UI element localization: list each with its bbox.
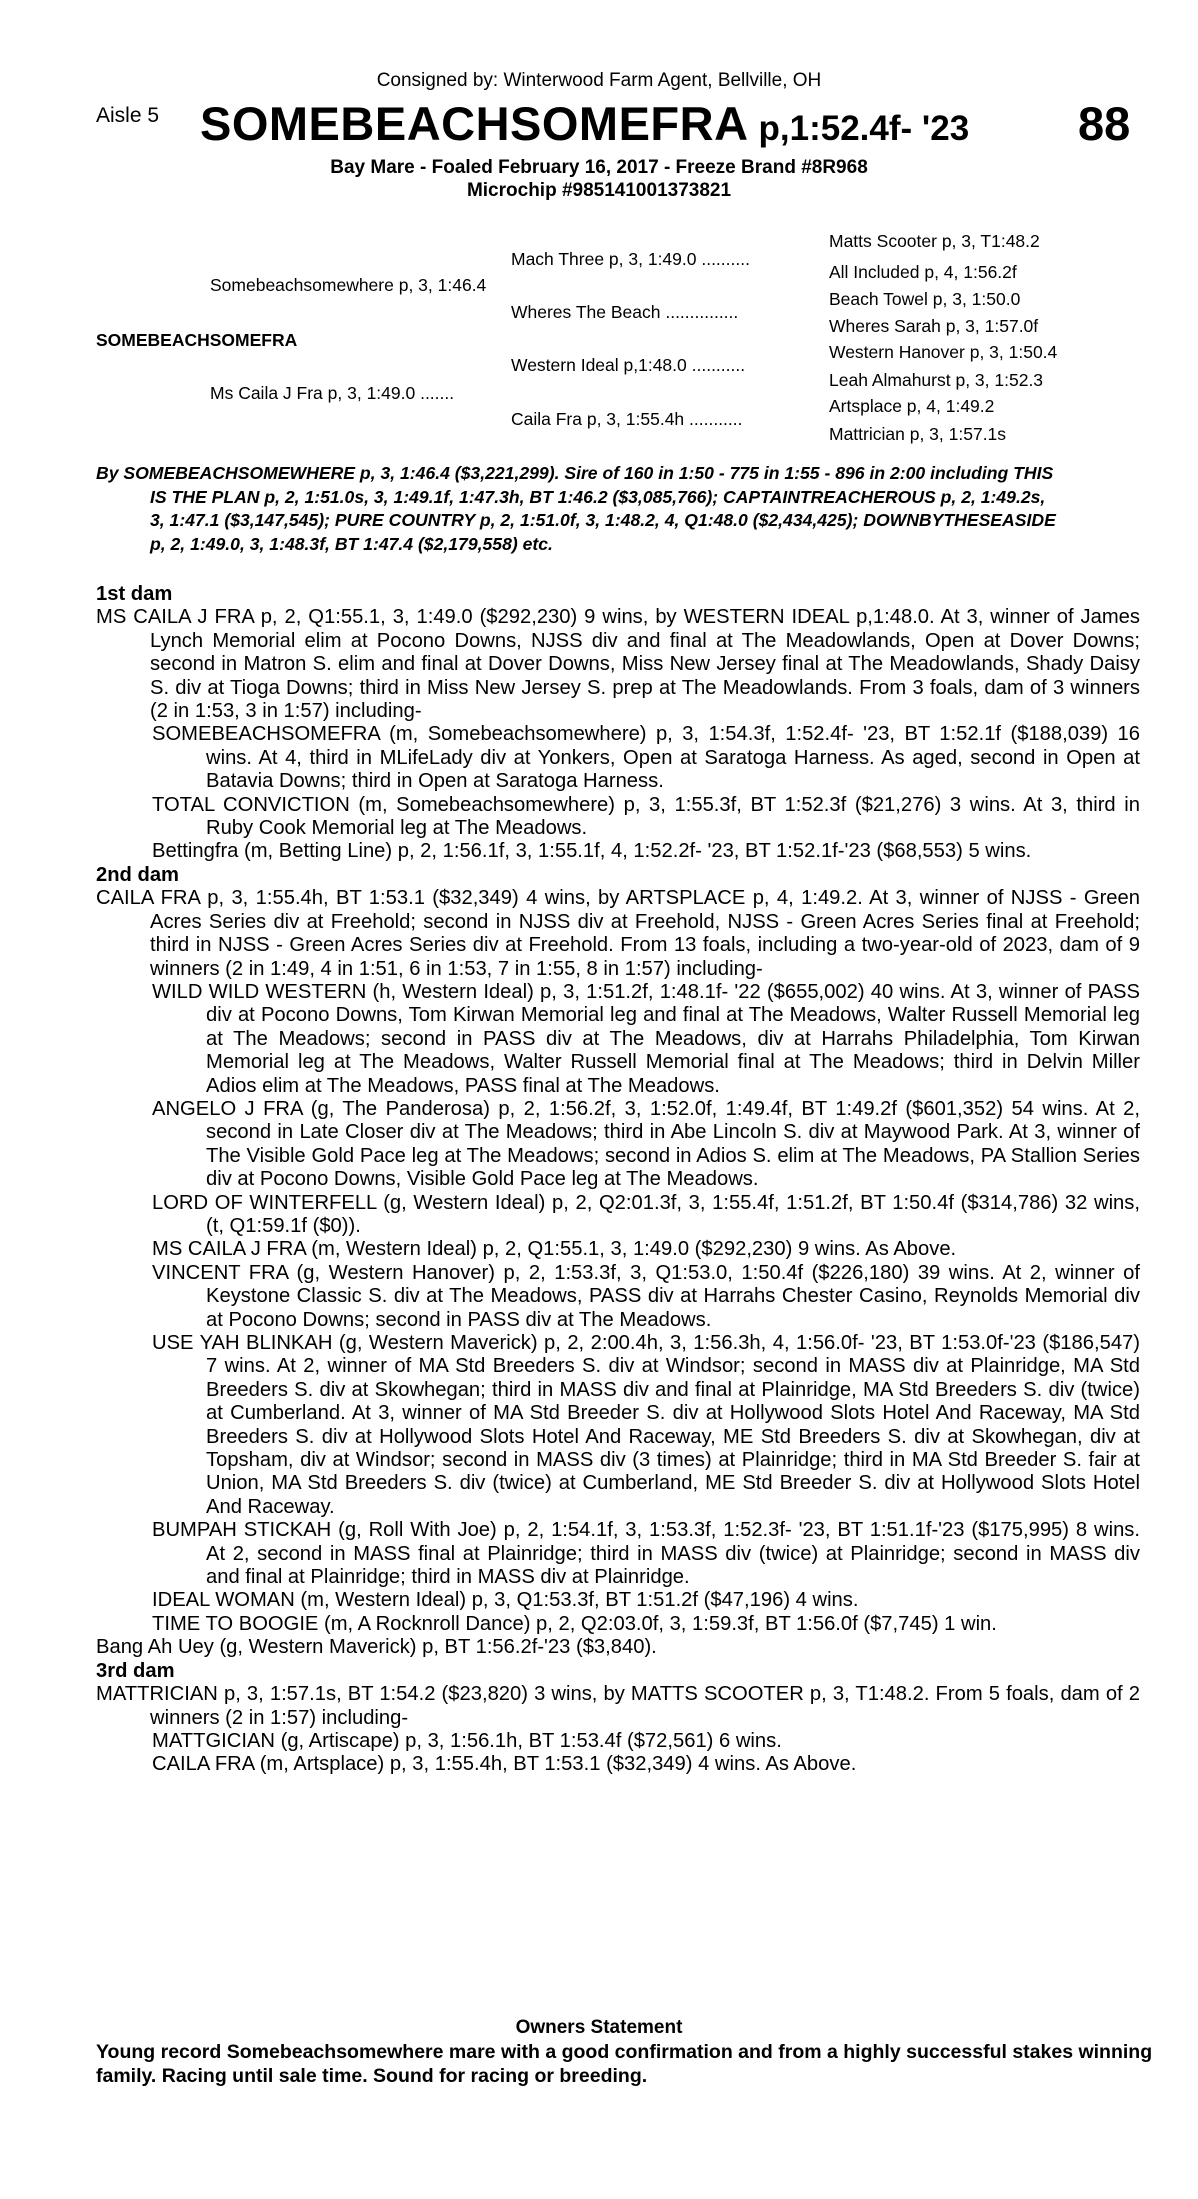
produce-entry: LORD OF WINTERFELL (g, Western Ideal) p, 2, Q2:01.3f, 3, 1:55.4f, 1:51.2f, BT 1:50.4f ($314,786) 32 wins, (t, Q1:59.1f ($0)).	[152, 1191, 1140, 1237]
third-dam-heading: 3rd dam	[96, 1659, 175, 1682]
sire-summary-line: By SOMEBEACHSOMEWHERE p, 3, 1:46.4 ($3,221,299). Sire of 160 in 1:50 - 775 in 1:55 - 896 in 2:00 including THIS	[96, 463, 1054, 483]
pedigree-gg-2: All Included p, 4, 1:56.2f	[829, 262, 1017, 282]
pedigree-horse: SOMEBEACHSOMEFRA	[96, 330, 298, 350]
second-dam-heading: 2nd dam	[96, 863, 180, 886]
produce-entry: ANGELO J FRA (g, The Panderosa) p, 2, 1:56.2f, 3, 1:52.0f, 1:49.4f, BT 1:49.2f ($601,352) 54 wins. At 2, second in Late Closer div at The Meadows; third in Abe Lincoln S. div at Maywood Park. At 3, winner of The Visible Gold Pace leg at The Meadows; second in Adios S. elim at The Meadows, PA Stallion Series div at Pocono Downs, Visible Gold Pace leg at The Meadows.	[152, 1097, 1140, 1191]
produce-entry: IDEAL WOMAN (m, Western Ideal) p, 3, Q1:53.3f, BT 1:51.2f ($47,196) 4 wins.	[152, 1589, 859, 1612]
pedigree-dam-dam: Caila Fra p, 3, 1:55.4h ...........	[511, 409, 743, 429]
horse-record: p,1:52.4f- '23	[758, 109, 970, 148]
first-dam-record: MS CAILA J FRA p, 2, Q1:55.1, 3, 1:49.0 ($292,230) 9 wins, by WESTERN IDEAL p,1:48.0. At 3, winner of James Lynch Memorial elim at Pocono Downs, NJSS div and final at The Meadowlands, Open at Dover Downs; second in Matron S. elim and final at Dover Downs, Miss New Jersey final at The Meadowlands, Shady Daisy S. div at Tioga Downs; third in Miss New Jersey S. prep at The Meadowlands. From 3 foals, dam of 3 winners (2 in 1:53, 3 in 1:57) including-	[96, 606, 1140, 723]
produce-entry: Bettingfra (m, Betting Line) p, 2, 1:56.1f, 3, 1:55.1f, 4, 1:52.2f- '23, BT 1:52.1f-'23 ($68,553) 5 wins.	[152, 840, 1032, 863]
hip-number: 88	[1078, 97, 1131, 150]
pedigree-dam: Ms Caila J Fra p, 3, 1:49.0 .......	[210, 383, 455, 403]
second-dam-record: CAILA FRA p, 3, 1:55.4h, BT 1:53.1 ($32,349) 4 wins, by ARTSPLACE p, 4, 1:49.2. At 3, winner of NJSS - Green Acres Series div at Freehold; second in NJSS div at Freehold, NJSS - Green Acres Series final at Freehold; third in NJSS - Green Acres Series div at Freehold. From 13 foals, including a two-year-old of 2023, dam of 9 winners (2 in 1:49, 4 in 1:51, 6 in 1:53, 7 in 1:55, 8 in 1:57) including-	[96, 887, 1140, 980]
produce-entry: VINCENT FRA (g, Western Hanover) p, 2, 1:53.3f, 3, Q1:53.0, 1:50.4f ($226,180) 39 wins. At 2, winner of Keystone Classic S. div at The Meadows, PASS div at Harrahs Chester Casino, Reynolds Memorial div at Pocono Downs; second in PASS div at The Meadows.	[152, 1261, 1140, 1331]
third-dam-record: MATTRICIAN p, 3, 1:57.1s, BT 1:54.2 ($23,820) 3 wins, by MATTS SCOOTER p, 3, T1:48.2. From 5 foals, dam of 2 winners (2 in 1:57) including-	[96, 1683, 1140, 1729]
pedigree-sire-sire: Mach Three p, 3, 1:49.0 ..........	[511, 249, 750, 269]
horse-description: Bay Mare - Foaled February 16, 2017 - Freeze Brand #8R968	[330, 157, 868, 178]
horse-name: SOMEBEACHSOMEFRA	[200, 97, 749, 150]
produce-entry: TIME TO BOOGIE (m, A Rocknroll Dance) p, 2, Q2:03.0f, 3, 1:59.3f, BT 1:56.0f ($7,745) 1 win.	[152, 1612, 997, 1635]
pedigree-dam-sire: Western Ideal p,1:48.0 ...........	[511, 355, 746, 375]
produce-entry: MS CAILA J FRA (m, Western Ideal) p, 2, Q1:55.1, 3, 1:49.0 ($292,230) 9 wins. As Above.	[152, 1238, 957, 1261]
produce-entry: MATTGICIAN (g, Artiscape) p, 3, 1:56.1h, BT 1:53.4f ($72,561) 6 wins.	[152, 1729, 782, 1752]
produce-entry: USE YAH BLINKAH (g, Western Maverick) p, 2, 2:00.4h, 3, 1:56.3h, 4, 1:56.0f- '23, BT 1:53.0f-'23 ($186,547) 7 wins. At 2, winner of MA Std Breeders S. div at Windsor; second in MASS div at Plainridge, MA Std Breeders S. div at Skowhegan; third in MASS div and final at Plainridge, MA Std Breeders S. div (twice) at Cumberland. At 3, winner of MA Std Breeder S. div at Hollywood Slots Hotel And Raceway, MA Std Breeders S. div at Hollywood Slots Hotel And Raceway, ME Std Breeders S. div at Skowhegan, div at Topsham, div at Windsor; second in MASS div (3 times) at Plainridge; third in MA Std Breeder S. fair at Union, MA Std Breeders S. div (twice) at Cumberland, ME Std Breeder S. div at Hollywood Slots Hotel And Raceway.	[152, 1332, 1140, 1518]
sire-summary-line: p, 2, 1:49.0, 3, 1:48.3f, BT 1:47.4 ($2,179,558) etc.	[150, 533, 553, 554]
pedigree-gg-5: Western Hanover p, 3, 1:50.4	[829, 342, 1058, 362]
pedigree-gg-8: Mattrician p, 3, 1:57.1s	[829, 424, 1007, 444]
pedigree-gg-3: Beach Towel p, 3, 1:50.0	[829, 289, 1021, 309]
produce-entry: TOTAL CONVICTION (m, Somebeachsomewhere) p, 3, 1:55.3f, BT 1:52.3f ($21,276) 3 wins. At 3, third in Ruby Cook Memorial leg at The Meadows.	[152, 793, 1140, 840]
aisle-label: Aisle 5	[96, 104, 160, 127]
owners-statement-title: Owners Statement	[515, 2017, 683, 2038]
produce-entry: SOMEBEACHSOMEFRA (m, Somebeachsomewhere) p, 3, 1:54.3f, 1:52.4f- '23, BT 1:52.1f ($188,039) 16 wins. At 4, third in MLifeLady div at Yonkers, Open at Saratoga Harness. As aged, second in Open at Batavia Downs; third in Open at Saratoga Harness.	[152, 723, 1140, 793]
sire-summary-line: IS THE PLAN p, 2, 1:51.0s, 3, 1:49.1f, 1:47.3h, BT 1:46.2 ($3,085,766); CAPTAINTREACHEROUS p, 2, 1:49.2s,	[150, 486, 1046, 507]
first-dam-heading: 1st dam	[96, 583, 173, 605]
produce-entry: CAILA FRA (m, Artsplace) p, 3, 1:55.4h, BT 1:53.1 ($32,349) 4 wins. As Above.	[152, 1753, 857, 1776]
pedigree-gg-6: Leah Almahurst p, 3, 1:52.3	[829, 370, 1044, 390]
pedigree-gg-7: Artsplace p, 4, 1:49.2	[829, 396, 995, 416]
microchip: Microchip #985141001373821	[466, 180, 732, 201]
female-family	[96, 583, 1140, 1777]
consignor-line: Consigned by: Winterwood Farm Agent, Bellville, OH	[376, 70, 822, 91]
pedigree-gg-4: Wheres Sarah p, 3, 1:57.0f	[829, 316, 1039, 336]
produce-entry: BUMPAH STICKAH (g, Roll With Joe) p, 2, 1:54.1f, 3, 1:53.3f, 1:52.3f- '23, BT 1:51.1f-'23 ($175,995) 8 wins. At 2, second in MASS final at Plainridge; third in MASS div (twice) at Plainridge; second in MASS div and final at Plainridge; third in MASS div at Plainridge.	[152, 1519, 1140, 1589]
owners-statement-text: Young record Somebeachsomewhere mare with a good confirmation and from a highly successful stakes winning family. Racing until sale time. Sound for racing or breeding.	[96, 2041, 1153, 2087]
pedigree-sire-dam: Wheres The Beach ...............	[511, 302, 739, 322]
sire-summary-line: 3, 1:47.1 ($3,147,545); PURE COUNTRY p, 2, 1:51.0f, 3, 1:48.2, 4, Q1:48.0 ($2,434,425); DOWNBYTHESEASIDE	[150, 510, 1056, 530]
produce-entry: WILD WILD WESTERN (h, Western Ideal) p, 3, 1:51.2f, 1:48.1f- '22 ($655,002) 40 wins. At 3, winner of PASS div at Pocono Downs, Tom Kirwan Memorial leg and final at The Meadows, Walter Russell Memorial leg at The Meadows; second in PASS div at The Meadows, div at Harrahs Philadelphia, Tom Kirwan Memorial leg at The Meadows, Walter Russell Memorial final at The Meadows; third in Delvin Miller Adios elim at The Meadows, PASS final at The Meadows.	[152, 980, 1140, 1097]
title-line	[200, 96, 969, 151]
produce-entry: Bang Ah Uey (g, Western Maverick) p, BT 1:56.2f-'23 ($3,840).	[96, 1636, 657, 1659]
pedigree-sire: Somebeachsomewhere p, 3, 1:46.4	[210, 275, 487, 295]
sire-summary	[96, 462, 1140, 556]
pedigree-gg-1: Matts Scooter p, 3, T1:48.2	[829, 231, 1040, 251]
